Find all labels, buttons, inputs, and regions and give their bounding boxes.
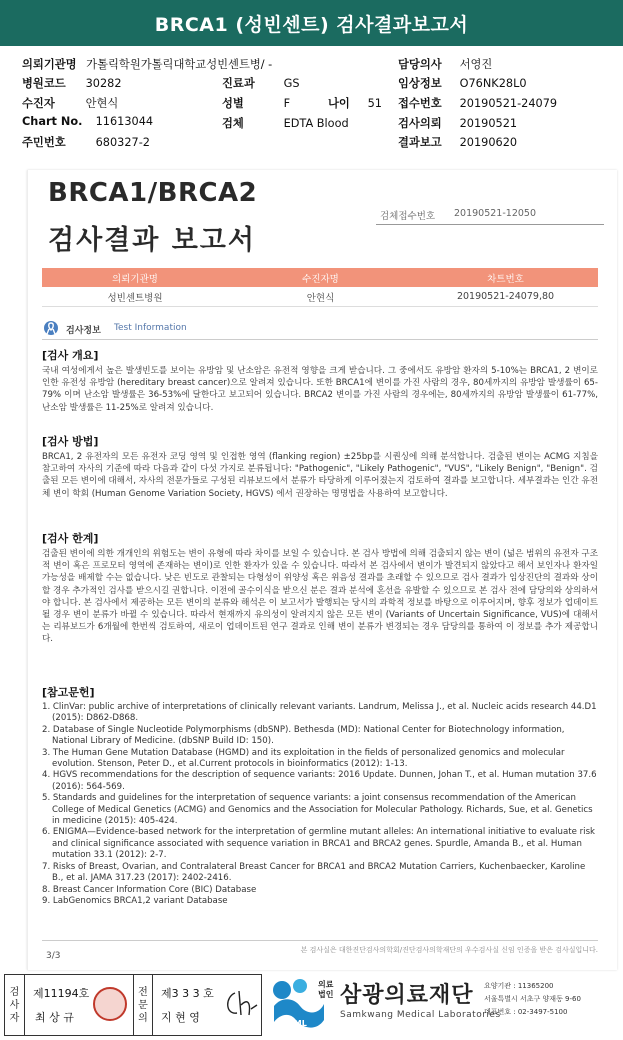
request-table-header (42, 268, 598, 287)
method-text: BRCA1, 2 유전자의 모든 유전자 코딩 영역 및 인접한 영역 (flanking region) ±25bp를 시퀀싱에 의해 분석합니다. 검출된 변이는 ACMG 지침을 참고하여 자사의 기준에 따라 다음과 같이 다섯 가지로 분류됩니다: "Pathogenic", "Likely Pathogenic", "VUS", "Likely Benign", "Benign". 검출된 모든 변이에 대해서, 자사의 전문가들로 구성된 리뷰보드에서 분류가 타당하게 이루어졌는지 검토하여 결과를 보고합니다. 세부결과는 인간 유전체 변이 학회 (Human Genome Variation Society, HGVS) 에서 권장하는 명명법을 사용하여 보고합니다. (42, 452, 598, 499)
page-number: 3/3 (46, 951, 61, 961)
cell-institution: 성빈센트병원 (107, 292, 163, 304)
chart-label: Chart No. (22, 115, 83, 128)
dept-value: GS (283, 77, 300, 90)
reference-list (42, 702, 598, 907)
doc-title-gene: BRCA1/BRCA2 (48, 178, 258, 208)
resident-value: 680327-2 (95, 136, 150, 149)
doctor-label: 담당의사 (398, 58, 442, 71)
receipt-label: 접수번호 (398, 97, 442, 110)
seal-stamp-icon (93, 987, 127, 1021)
recipient-label: 수진자 (22, 97, 55, 110)
specialist-vertical-label: 전 문 의 (133, 975, 153, 1035)
list-item: 3. The Human Gene Mutation Database (HGMD) and its exploitation in the fields of personalized genomics and molecular evolution. Stenson, Peter D., et al.Current protocols in bioinformatics (2012): 1-13. (42, 747, 565, 770)
ribbon-icon (44, 320, 58, 336)
report-sheet (27, 170, 617, 970)
list-item: 8. Breast Cancer Information Core (BIC) Database (42, 884, 257, 895)
tester-name: 최 상 규 (35, 1011, 74, 1024)
list-item: 6. ENIGMA—Evidence-based network for the interpretation of germline mutant alleles: An international initiative to evaluate risk and clinical significance associated with sequence variation in BRCA1 and BRCA2 genes. Spurdle, Amanda B., et al. Human mutation 33.1 (2012): 2-7. (42, 827, 596, 861)
overview-section (42, 347, 598, 414)
cell-recipient: 안현식 (306, 292, 335, 304)
test-info-header (42, 320, 598, 340)
signature-icon (221, 987, 259, 1021)
specimen-receipt (376, 208, 604, 225)
specimen-receipt-label: 검체접수번호 (380, 211, 436, 222)
brand-name-ko: 삼광의료재단 (340, 983, 474, 1008)
contact-info (484, 980, 581, 1019)
sex-value: F (283, 97, 291, 110)
patient-info-block (22, 54, 612, 154)
test-info-label-ko: 검사정보 (66, 326, 101, 336)
method-title: [검사 방법] (42, 435, 99, 448)
specialist-id: 제3 3 3 호 (161, 987, 214, 1000)
institution-value: 가톨릭학원가톨릭대학교성빈센트병/ - (86, 58, 273, 71)
institution-label: 의뢰기관명 (22, 58, 77, 71)
list-item: 7. Risks of Breast, Ovarian, and Contralateral Breast Cancer for BRCA1 and BRCA2 Mutation Carriers, Kuchenbaecker, Karoline B., et al. JAMA 317.23 (2017): 2402-2416. (42, 861, 586, 884)
request-label: 검사의뢰 (398, 117, 442, 130)
list-item: 4. HGVS recommendations for the description of sequence variants: 2016 Update. Dunnen, Johan T., et al. Human mutation 37.6 (2016): 564-569. (42, 770, 597, 792)
col-recipient: 수진자명 (302, 273, 339, 285)
request-value: 20190521 (459, 117, 518, 130)
report-label: 결과보고 (398, 136, 442, 149)
report-title: BRCA1 (성빈센트) 검사결과보고서 (0, 0, 623, 46)
age-label: 나이 (328, 97, 350, 110)
specimen-receipt-value: 20190521-12050 (454, 208, 537, 219)
list-item: 5. Standards and guidelines for the interpretation of sequence variants: a joint consensus recommendation of the American College of Medical Genetics (ACMG) and Genomics and the Association for Molecular Pathology. Richards, Sue, et al. Genetics in medicine (2015): 405-424. (42, 793, 593, 827)
reference-title: [참고문헌] (42, 686, 95, 699)
table-row (42, 287, 598, 307)
sex-label: 성별 (222, 97, 244, 110)
specimen-label: 검체 (222, 117, 244, 130)
limit-text: 검출된 변이에 의한 개개인의 위험도는 변이 유형에 따라 차이를 보일 수 있습니다. 본 검사 방법에 의해 검출되지 않는 변이 (넓은 범위의 유전자 구조적 변이 혹은 프로모터 영역에 존재하는 변이)로 인한 환자가 있을 수 있습니다. 따라서 본 검사에서 변이가 발견되지 않았다고 해서 보인자나 환자일 가능성을 배제할 수는 없습니다. 낮은 빈도로 관찰되는 다형성이 위양성 혹은 위음성 결과를 초래할 수 있으므로 검사 결과가 임상진단의 결과와 상이할 경우 추가적인 검사를 받으시길 권합니다. 이전에 골수이식을 받으신 분은 결과 분석에 혼선을 유발할 수 있으므로 본 검사 전에 담당의와 상의하셔야 합니다. 본 검사에서 제공하는 모든 변이의 분류와 해석은 이 보고서가 발행되는 당시의 과학적 정보를 바탕으로 이루어지며, 향후 정보가 업데이트 될 경우 변이 분류가 바뀔 수 있습니다. 따라서 현재까지 유의성이 알려지지 않은 모든 변이 (Variants of Uncertain Significance, VUS)에 대해서는 리뷰보드가 6개월에 한번씩 검토하여, 새로이 업데이트된 연구 결과로 인해 변이 분류가 변경되는 경우 담당의를 통하여 이 정보를 추가 제공합니다. (42, 549, 598, 645)
report-value: 20190620 (459, 136, 518, 149)
receipt-value: 20190521-24079 (459, 97, 558, 110)
list-item: 9. LabGenomics BRCA1,2 variant Database (42, 895, 228, 906)
col-institution: 의뢰기관명 (112, 273, 158, 285)
list-item: 1. ClinVar: public archive of interpretations of clinically relevant variants. Landrum, Melissa J., et al. Nucleic acids research 44.D1 (2015): D862-D868. (42, 702, 597, 724)
test-info-label-en: Test Information (114, 323, 187, 333)
cell-chart: 20190521-24079,80 (456, 291, 555, 302)
list-item: 2. Database of Single Nucleotide Polymorphisms (dbSNP). Bethesda (MD): National Center for Biotechnology information, National Library of Medicine. (dbSNP Build ID: 150). (42, 724, 565, 747)
request-table (42, 268, 598, 307)
col-chart: 차트번호 (487, 273, 524, 285)
signature-footer (0, 974, 623, 1040)
resident-label: 주민번호 (22, 136, 66, 149)
contact-phone: 대표번호 : 02-3497-5100 (484, 1008, 568, 1016)
brand-name-en: Samkwang Medical Laboratories (340, 1010, 501, 1020)
clinical-label: 임상정보 (398, 77, 442, 90)
limit-section (42, 530, 598, 646)
specimen-value: EDTA Blood (283, 117, 349, 130)
hospital-code-label: 병원코드 (22, 77, 66, 90)
recipient-value: 안현식 (85, 97, 119, 110)
dept-label: 진료과 (222, 77, 255, 90)
reference-section (42, 684, 598, 907)
tester-vertical-label: 검 사 자 (5, 975, 25, 1035)
signature-box (4, 974, 262, 1036)
svg-text:SML: SML (288, 1019, 307, 1028)
hospital-code-value: 30282 (85, 77, 122, 90)
doc-title-report: 검사결과 보고서 (48, 225, 256, 256)
chart-value: 11613044 (95, 115, 154, 128)
doctor-value: 서영진 (459, 58, 493, 71)
accreditation-note: 본 검사실은 대한진단검사의학회/진단검사의학재단의 우수검사실 신임 인증을 받은 검사실입니다. (42, 940, 598, 955)
method-section (42, 433, 598, 500)
corp-label: 의료 법인 (318, 980, 334, 999)
clinical-value: O76NK28L0 (459, 77, 527, 90)
age-value: 51 (367, 97, 382, 110)
overview-title: [검사 개요] (42, 349, 99, 362)
limit-title: [검사 한계] (42, 532, 99, 545)
overview-text: 국내 여성에게서 높은 발생빈도를 보이는 유방암 및 난소암은 유전적 영향을 크게 받습니다. 그 중에서도 유방암 환자의 5-10%는 BRCA1, 2 변이로 인한 유전성 유방암 (hereditary breast cancer)으로 알려져 있습니다. 또한 BRCA1에 변이를 가진 사람의 경우, 80세까지의 유방암 발생률이 65-79% 이며 난소암 발생률은 36-53%에 달한다고 보고되어 있습니다. BRCA2 변이를 가진 사람의 경우에는, 80세까지의 유방암 발생률이 61-77%, 난소암 발생률은 11-25%로 알려져 있습니다. (42, 366, 598, 413)
specialist-name: 지 현 영 (161, 1011, 200, 1024)
contact-address: 서울특별시 서초구 양재동 9-60 (484, 995, 581, 1003)
tester-id: 제11194호 (33, 987, 90, 1000)
contact-code: 요양기관 : 11365200 (484, 982, 554, 990)
